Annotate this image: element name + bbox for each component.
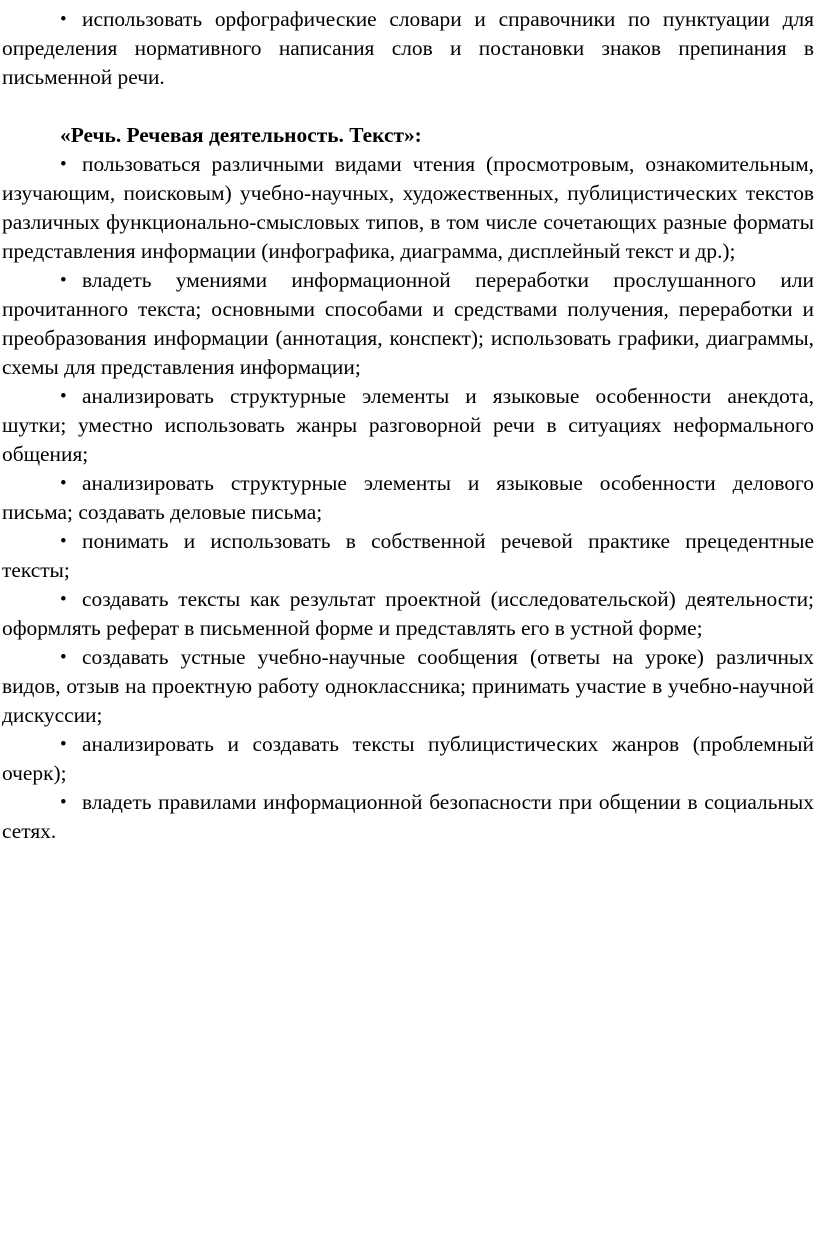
bullet-icon: • bbox=[60, 792, 67, 813]
list-item-text: пользоваться различными видами чтения (просмотровым, ознакомительным, изучающим, поисковым) учебно-научных, художественных, публицистических текстов различных функционально-смысловых типов, в том числе сочетающих разные форматы представления информации (инфографика, диаграмма, дисплейный текст и др.); bbox=[2, 152, 814, 263]
bullet-icon: • bbox=[60, 531, 67, 552]
bullet-icon: • bbox=[60, 270, 67, 291]
bullet-icon: • bbox=[60, 647, 67, 668]
list-item-text: создавать тексты как результат проектной (исследовательской) деятельности; оформлять реферат в письменной форме и представлять его в устной форме; bbox=[2, 587, 814, 640]
list-item-text: создавать устные учебно-научные сообщения (ответы на уроке) различных видов, отзыв на проектную работу одноклассника; принимать участие в учебно-научной дискуссии; bbox=[2, 645, 814, 727]
list-item-text: анализировать структурные элементы и языковые особенности делового письма; создавать деловые письма; bbox=[2, 471, 814, 524]
list-item-text: понимать и использовать в собственной речевой практике прецедентные тексты; bbox=[2, 529, 814, 582]
list-item bbox=[2, 5, 814, 92]
list-item bbox=[2, 150, 814, 266]
list-item bbox=[2, 643, 814, 730]
list-item-text: владеть правилами информационной безопасности при общении в социальных сетях. bbox=[2, 790, 814, 843]
bullet-icon: • bbox=[60, 154, 67, 175]
list-item bbox=[2, 527, 814, 585]
bullet-icon: • bbox=[60, 386, 67, 407]
list-item bbox=[2, 469, 814, 527]
bullet-icon: • bbox=[60, 734, 67, 755]
list-item-text: использовать орфографические словари и справочники по пунктуации для определения нормативного написания слов и постановки знаков препинания в письменной речи. bbox=[2, 7, 814, 89]
bullet-icon: • bbox=[60, 9, 67, 30]
list-item-text: владеть умениями информационной переработки прослушанного или прочитанного текста; основными способами и средствами получения, переработки и преобразования информации (аннотация, конспект); использовать графики, диаграммы, схемы для представления информации; bbox=[2, 268, 814, 379]
section-heading: «Речь. Речевая деятельность. Текст»: bbox=[60, 123, 422, 147]
list-item bbox=[2, 730, 814, 788]
list-item bbox=[2, 585, 814, 643]
list-item bbox=[2, 788, 814, 846]
list-item bbox=[2, 266, 814, 382]
list-item-text: анализировать структурные элементы и языковые особенности анекдота, шутки; уместно использовать жанры разговорной речи в ситуациях неформального общения; bbox=[2, 384, 814, 466]
bullet-icon: • bbox=[60, 473, 67, 494]
list-item-text: анализировать и создавать тексты публицистических жанров (проблемный очерк); bbox=[2, 732, 814, 785]
bullet-icon: • bbox=[60, 589, 67, 610]
list-item bbox=[2, 382, 814, 469]
